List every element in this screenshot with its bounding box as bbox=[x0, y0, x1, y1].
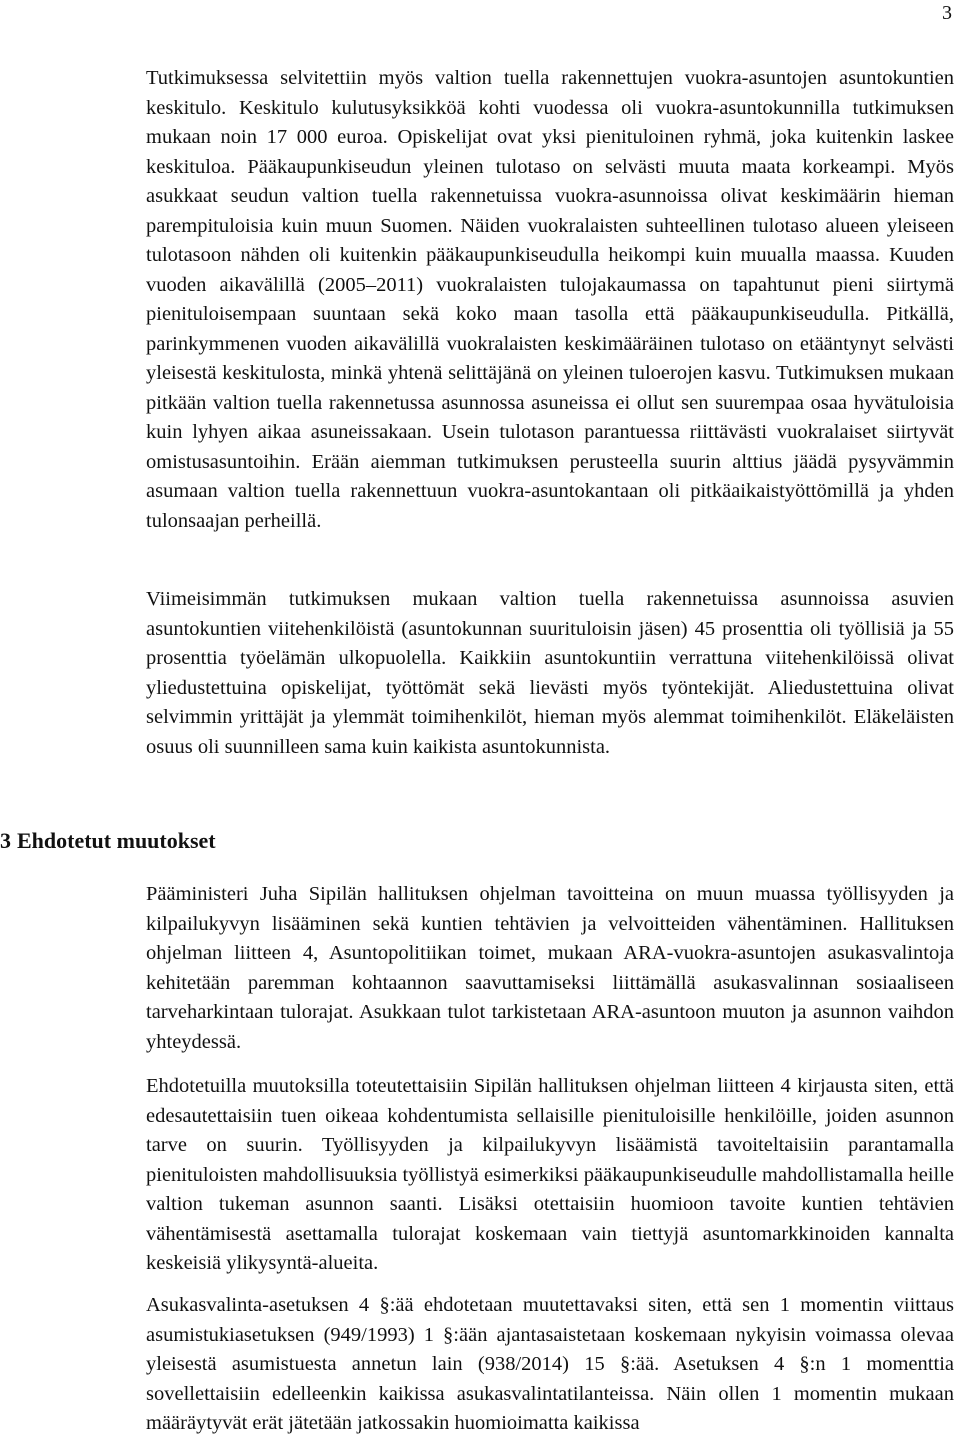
paragraph-proposed-changes: Ehdotetuilla muutoksilla toteutettaisiin Sipilän hallituksen ohjelman liitteen 4 kirjausta siten, että edesautettaisiin tuen oikeaa kohdentumista sellaisille pienituloisille henkilöille, joiden asunnon tarve on suurin. Työllisyyden ja kilpailukyvyn lisäämistä tavoiteltaisiin parantamalla pienituloisten mahdollisuuksia työllistyä esimerkiksi pääkaupunkiseudulle mahdollistamalla heille valtion tukeman asunnon saanti. Lisäksi otettaisiin huomioon tavoite kuntien tehtävien vähentämisestä asettamalla tulorajat koskemaan vain tiettyjä asuntomarkkinoiden kannalta keskeisiä ylikysyntä-alueita. bbox=[146, 1075, 954, 1274]
paragraph-reference-persons: Viimeisimmän tutkimuksen mukaan valtion tuella rakennetuissa asunnoissa asuvien asuntokuntien viitehenkilöistä (asuntokunnan suurituloisin jäsen) 45 prosenttia oli työllisiä ja 55 prosenttia työelämän ulkopuolella. Kaikkiin asuntokuntiin verrattuna viitehenkilöissä olivat yliedustettuina opiskelijat, työttömät sekä lievästi myös työntekijät. Aliedustettuina olivat selvimmin yrittäjät ja ylemmät toimihenkilöt, hieman myös alemmat toimihenkilöt. Eläkeläisten osuus oli suunnilleen sama kuin kaikista asuntokunnista. bbox=[146, 588, 954, 758]
page-number: 3 bbox=[942, 2, 952, 24]
paragraph-research-income: Tutkimuksessa selvitettiin myös valtion tuella rakennettujen vuokra-asuntojen asuntokuntien keskitulo. Keskitulo kulutusyksikköä kohti vuodessa oli vuokra-asuntokunnilla tutkimuksen mukaan noin 17 000 euroa. Opiskelijat ovat yksi pienituloinen ryhmä, joka kuitenkin laskee keskituloa. Pääkaupunkiseudun yleinen tulotaso on selvästi muuta maata korkeampi. Myös asukkaat seudun valtion tuella rakennetuissa vuokra-asunnoissa olivat keskimäärin hieman parempituloisia kuin muun Suomen. Näiden vuokralaisten suhteellinen tulotaso alueen yleiseen tulotasoon nähden oli kuitenkin pääkaupunkiseudulla heikompi kuin muualla maassa. Kuuden vuoden aikavälillä (2005–2011) vuokralaisten tulojakaumassa on tapahtunut pieni siirtymä pienituloisempaan suuntaan sekä koko maan tasolla että pääkaupunkiseudulla. Pitkällä, parinkymmenen vuoden aikavälillä vuokralaisten keskimääräinen tulotaso on etääntynyt selvästi yleisestä keskitulosta, minkä yhtenä selittäjänä on yleinen tuloerojen kasvu. Tutkimuksen mukaan pitkään valtion tuella rakennetussa asunnossa asuneissa ei ollut sen suurempaa osaa hyvätuloisia kuin lyhyen aikaa asuneissakaan. Usein tulotason parantuessa riittävästi vuokralaiset siirtyvät omistusasuntoihin. Erään aiemman tutkimuksen perusteella suurin alttius jäädä pysyvämmin asumaan valtion tuella rakennettuun vuokra-asuntokantaan oli pitkäaikaistyöttömillä ja yhden tulonsaajan perheillä. bbox=[146, 67, 954, 532]
paragraph-decree-amendment: Asukasvalinta-asetuksen 4 §:ää ehdotetaan muutettavaksi siten, että sen 1 momentin viittaus asumistukiasetuksen (949/1993) 1 §:ään ajantasaistetaan koskemaan nykyisin voimassa olevaa yleisestä asumistuesta annetun lain (938/2014) 15 §:ää. Asetuksen 4 §:n 1 momenttia sovellettaisiin edelleenkin kaikissa asukasvalintatilanteissa. Näin ollen 1 momentin mukaan määräytyvät erät jätetään jatkossakin huomioimatta kaikissa bbox=[146, 1294, 954, 1434]
section-number: 3 bbox=[0, 828, 11, 853]
paragraph-government-programme: Pääministeri Juha Sipilän hallituksen ohjelman tavoitteina on muun muassa työllisyyden ja kilpailukyvyn lisääminen sekä kuntien tehtävien ja velvoitteiden vähentäminen. Hallituksen ohjelman liitteen 4, Asuntopolitiikan toimet, mukaan ARA-vuokra-asuntojen asukasvalintoja kehitetään paremman kohtaannon saavuttamiseksi liittämällä asukasvalinnan sosiaaliseen tarveharkintaan tulorajat. Asukkaan tulot tarkistetaan ARA-asuntoon muuton ja asunnon vaihdon yhteydessä. bbox=[146, 883, 954, 1053]
section-title: Ehdotetut muutokset bbox=[17, 828, 216, 853]
section-heading bbox=[0, 828, 216, 854]
